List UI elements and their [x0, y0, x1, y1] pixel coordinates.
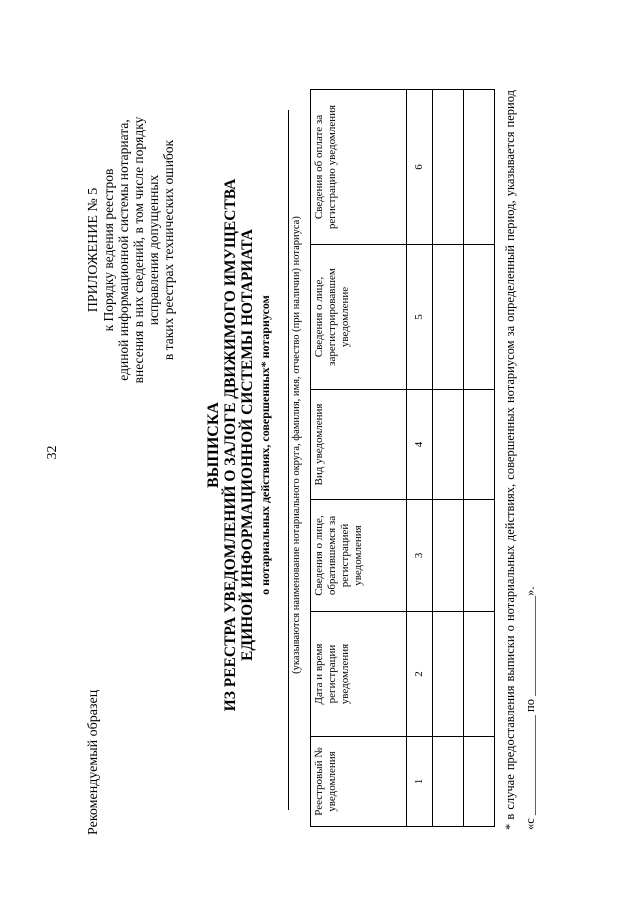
empty-cell [464, 390, 495, 500]
document-subtitle: ЕДИНОЙ ИНФОРМАЦИОННОЙ СИСТЕМЫ НОТАРИАТА [239, 229, 256, 661]
column-number: 3 [407, 500, 433, 612]
empty-cell [464, 245, 495, 390]
header-cell: Сведения о лице, обратившемся за регистрацией уведомления [311, 500, 407, 612]
period-from-blank: ________________ [523, 715, 537, 816]
table-row [433, 90, 464, 827]
appendix-line: единой информационной системы нотариата, [116, 119, 131, 381]
column-number: 5 [407, 245, 433, 390]
empty-cell [464, 737, 495, 827]
document-subtitle: о нотариальных действиях, совершенных* нотариусом [258, 295, 272, 595]
sample-label: Рекомендуемый образец [86, 689, 101, 835]
header-cell: Дата и время регистрации уведомления [311, 612, 407, 737]
header-cell: Реестровый № уведомления [311, 737, 407, 827]
empty-cell [433, 737, 464, 827]
appendix-line: ПРИЛОЖЕНИЕ № 5 [86, 187, 101, 313]
header-cell: Сведения об оплате за регистрацию уведомления [311, 90, 407, 245]
column-number: 6 [407, 90, 433, 245]
header-cell: Сведения о лице, зарегистрировавшем уведомление [311, 245, 407, 390]
empty-cell [433, 612, 464, 737]
table-row [464, 90, 495, 827]
column-number: 2 [407, 612, 433, 737]
empty-cell [433, 390, 464, 500]
empty-cell [464, 612, 495, 737]
fill-in-caption: (указываются наименование нотариального округа, фамилия, имя, отчество (при наличии) нотариуса) [291, 216, 302, 674]
appendix-line: к Порядку ведения реестров [101, 168, 116, 332]
header-cell: Вид уведомления [311, 390, 407, 500]
column-number: 4 [407, 390, 433, 500]
column-number-row [407, 90, 433, 827]
page-number: 32 [45, 445, 60, 460]
footnote-text: * в случае предоставления выписки о нотариальных действиях, совершенных нотариусом за определенный период, указывается период «с [503, 90, 537, 830]
empty-cell [464, 90, 495, 245]
appendix-header [86, 95, 176, 405]
footnote [500, 90, 540, 830]
footnote-text: по [523, 698, 537, 712]
empty-cell [433, 90, 464, 245]
appendix-line: исправления допущенных [146, 174, 161, 326]
table-header-row [311, 90, 407, 827]
appendix-line: внесения в них сведений, в том числе порядку [131, 116, 146, 384]
period-to-blank: ________________ [523, 595, 537, 696]
column-number: 1 [407, 737, 433, 827]
notifications-table [310, 89, 495, 827]
appendix-line: в таких реестрах технических ошибок [161, 139, 176, 361]
empty-cell [433, 245, 464, 390]
document-subtitle: ИЗ РЕЕСТРА УВЕДОМЛЕНИЙ О ЗАЛОГЕ ДВИЖИМОГО ИМУЩЕСТВА [222, 178, 239, 712]
empty-cell [464, 500, 495, 612]
fill-in-line [288, 110, 289, 810]
footnote-text: ». [523, 586, 537, 596]
empty-cell [433, 500, 464, 612]
document-title: ВЫПИСКА [205, 402, 222, 488]
